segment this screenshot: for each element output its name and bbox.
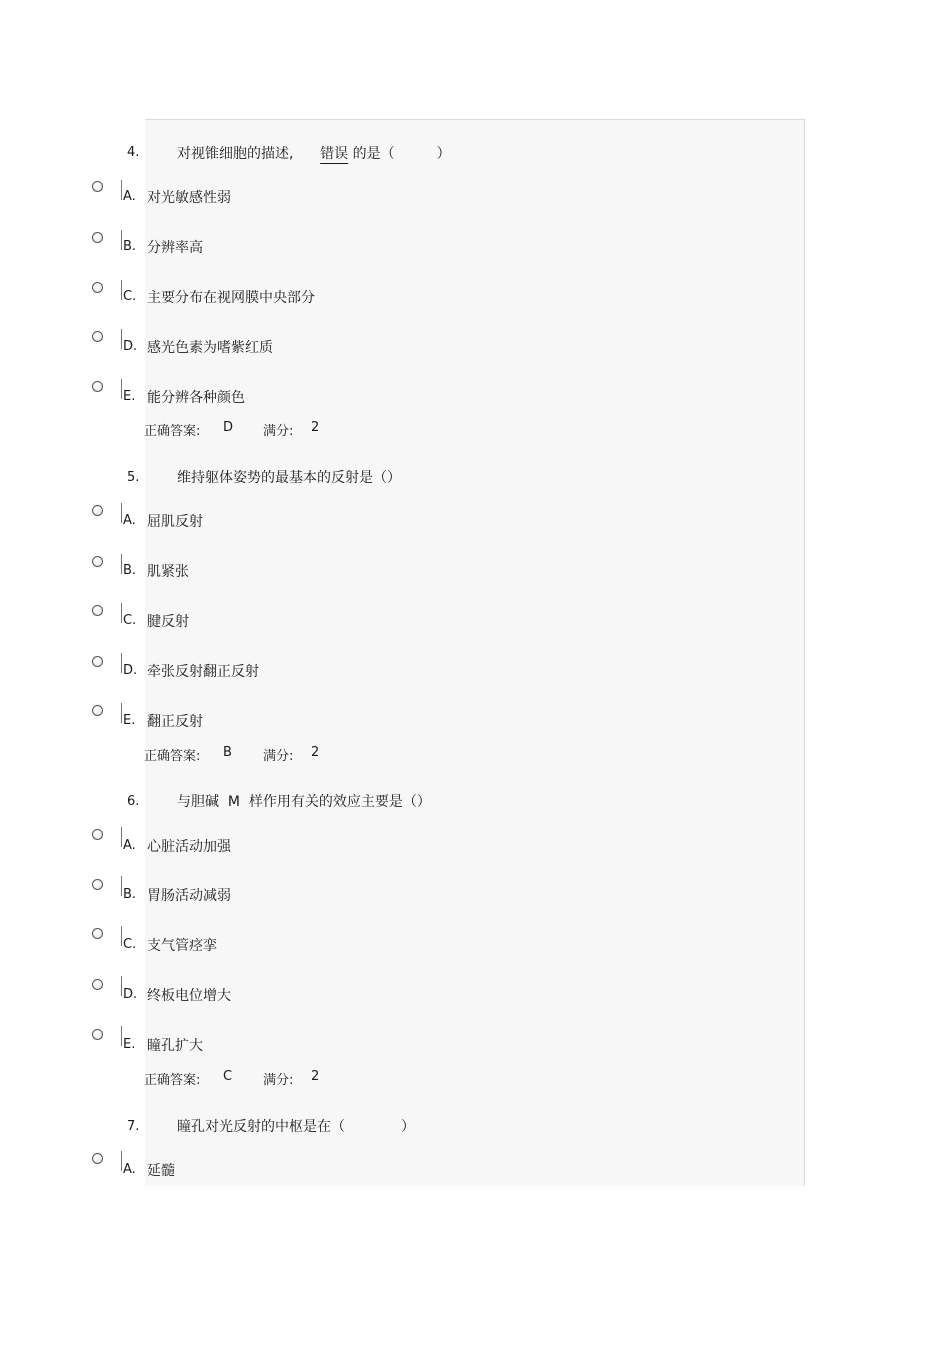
question-panel <box>145 119 805 1186</box>
question-text: 对视锥细胞的描述, 错误 的是（ ） <box>177 146 451 162</box>
radio-option-e[interactable] <box>92 1029 103 1040</box>
option-text: 支气管痉挛 <box>147 938 217 954</box>
radio-option-b[interactable] <box>92 556 103 567</box>
radio-option-c[interactable] <box>92 605 103 616</box>
option-text: 翻正反射 <box>147 714 203 730</box>
option-text: 对光敏感性弱 <box>147 190 231 206</box>
option-divider <box>121 1026 122 1046</box>
answer-value: D <box>223 420 234 435</box>
option-letter: A. <box>123 838 136 853</box>
option-divider <box>121 703 122 723</box>
question-number: 5. <box>127 470 140 485</box>
option-divider <box>121 554 122 574</box>
option-letter: E. <box>123 1037 136 1052</box>
option-text: 瞳孔扩大 <box>147 1038 203 1054</box>
option-divider <box>121 503 122 523</box>
question-number: 7. <box>127 1119 140 1134</box>
option-text: 腱反射 <box>147 614 189 630</box>
radio-option-b[interactable] <box>92 879 103 890</box>
option-letter: B. <box>123 239 137 254</box>
option-divider <box>121 926 122 946</box>
option-text: 终板电位增大 <box>147 988 231 1004</box>
option-letter: D. <box>123 663 138 678</box>
option-divider <box>121 827 122 847</box>
option-text: 肌紧张 <box>147 564 189 580</box>
answer-label: 正确答案: <box>144 749 201 764</box>
option-letter: D. <box>123 987 138 1002</box>
option-text: 延髓 <box>147 1163 175 1179</box>
option-divider <box>121 1151 122 1171</box>
radio-option-a[interactable] <box>92 1153 103 1164</box>
radio-option-a[interactable] <box>92 829 103 840</box>
radio-option-a[interactable] <box>92 505 103 516</box>
option-text: 主要分布在视网膜中央部分 <box>147 290 315 306</box>
answer-value: C <box>223 1069 233 1084</box>
option-letter: B. <box>123 563 137 578</box>
radio-option-d[interactable] <box>92 331 103 342</box>
option-divider <box>121 379 122 399</box>
score-label: 满分: <box>263 749 294 764</box>
question-text: 维持躯体姿势的最基本的反射是（） <box>177 470 401 486</box>
option-divider <box>121 329 122 349</box>
radio-option-d[interactable] <box>92 656 103 667</box>
option-text: 心脏活动加强 <box>147 839 231 855</box>
score-value: 2 <box>311 420 320 435</box>
option-divider <box>121 603 122 623</box>
option-text: 分辨率高 <box>147 240 203 256</box>
question-text: 与胆碱 M 样作用有关的效应主要是（） <box>177 794 431 810</box>
option-divider <box>121 653 122 673</box>
option-divider <box>121 876 122 896</box>
radio-option-b[interactable] <box>92 232 103 243</box>
answer-label: 正确答案: <box>144 1073 201 1088</box>
option-letter: D. <box>123 339 138 354</box>
option-letter: A. <box>123 513 136 528</box>
score-value: 2 <box>311 1069 320 1084</box>
option-divider <box>121 180 122 200</box>
radio-option-a[interactable] <box>92 181 103 192</box>
option-divider <box>121 230 122 250</box>
option-letter: C. <box>123 613 137 628</box>
option-letter: E. <box>123 389 136 404</box>
radio-option-d[interactable] <box>92 979 103 990</box>
radio-option-e[interactable] <box>92 381 103 392</box>
option-letter: A. <box>123 1162 136 1177</box>
option-text: 能分辨各种颜色 <box>147 390 245 406</box>
radio-option-c[interactable] <box>92 282 103 293</box>
radio-option-e[interactable] <box>92 705 103 716</box>
option-text: 感光色素为嗜紫红质 <box>147 340 273 356</box>
option-text: 胃肠活动减弱 <box>147 888 231 904</box>
option-divider <box>121 976 122 996</box>
option-letter: E. <box>123 713 136 728</box>
option-letter: B. <box>123 887 137 902</box>
answer-value: B <box>223 745 232 760</box>
option-text: 牵张反射翻正反射 <box>147 664 259 680</box>
option-letter: C. <box>123 937 137 952</box>
question-number: 6. <box>127 794 140 809</box>
score-label: 满分: <box>263 424 294 439</box>
score-label: 满分: <box>263 1073 294 1088</box>
option-text: 屈肌反射 <box>147 514 203 530</box>
option-letter: C. <box>123 289 137 304</box>
question-number: 4. <box>127 145 140 160</box>
option-divider <box>121 280 122 300</box>
highlight-word: 错误 <box>320 146 349 162</box>
answer-label: 正确答案: <box>144 424 201 439</box>
radio-option-c[interactable] <box>92 928 103 939</box>
option-letter: A. <box>123 189 136 204</box>
score-value: 2 <box>311 745 320 760</box>
question-text: 瞳孔对光反射的中枢是在（ ） <box>177 1119 415 1135</box>
